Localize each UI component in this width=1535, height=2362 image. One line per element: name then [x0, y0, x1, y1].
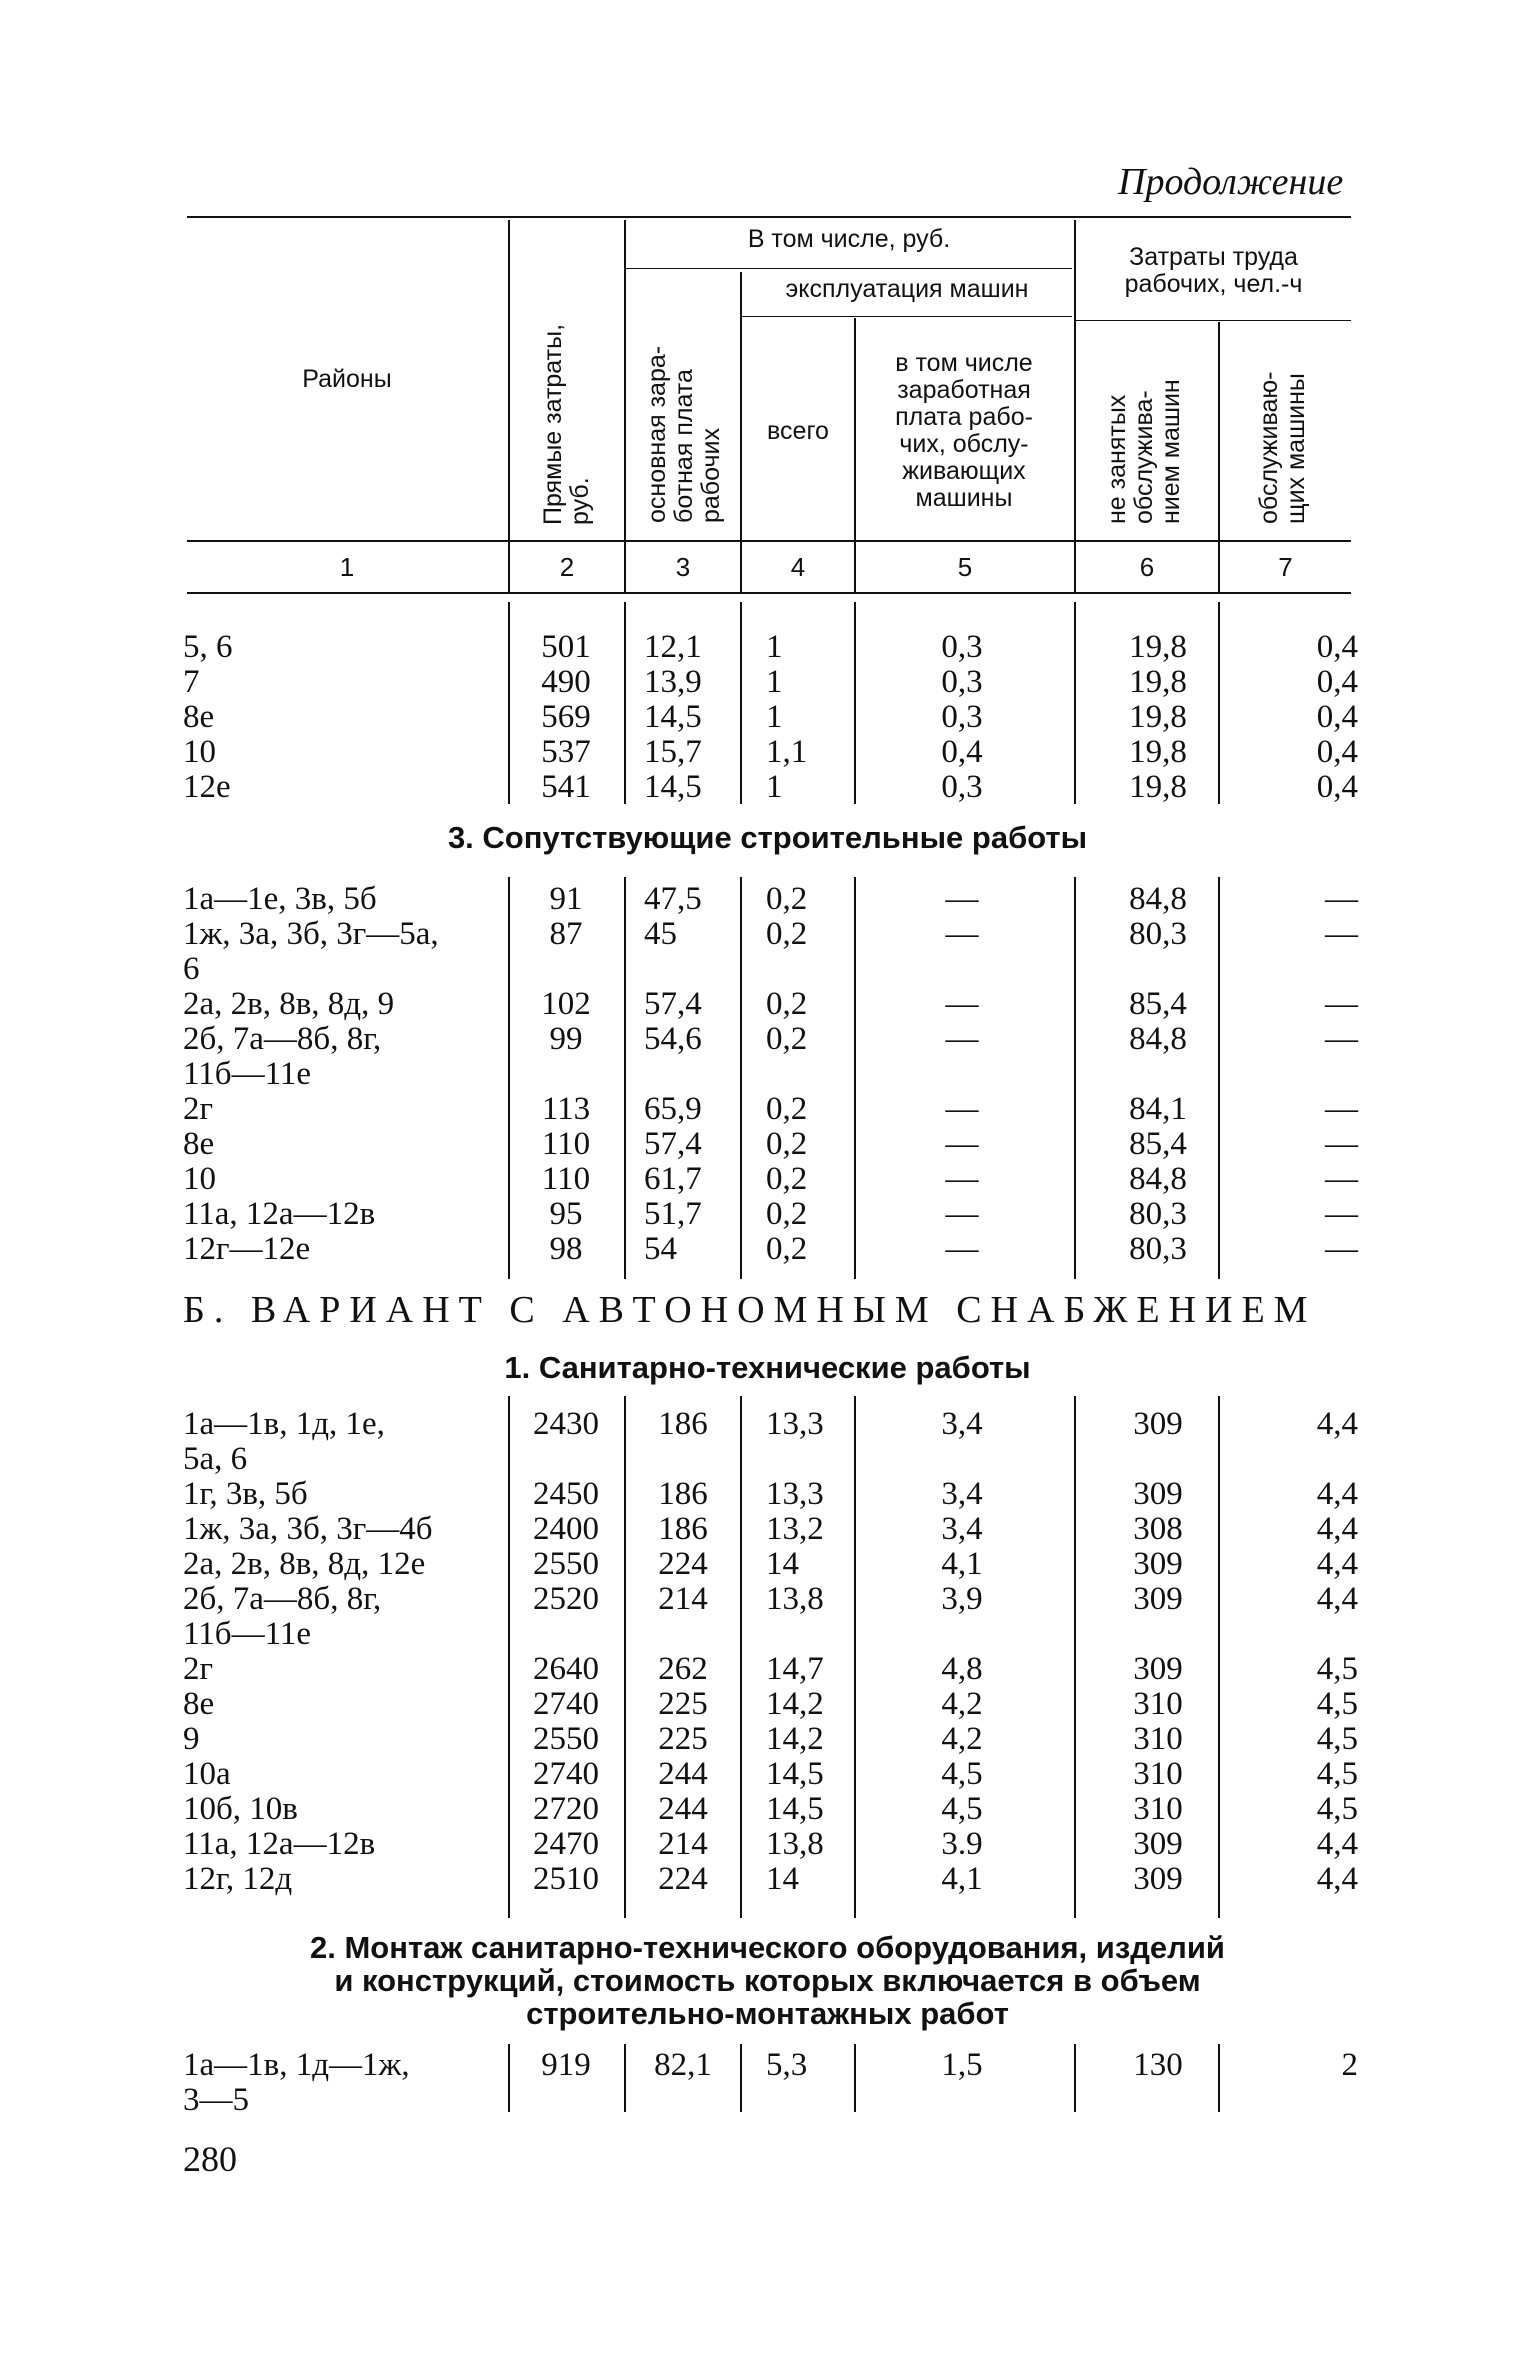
- direct-costs-cell: 110: [541, 1126, 591, 1162]
- machine-wages-cell: 0,3: [941, 769, 983, 805]
- labor-serving-cell: 0,4: [1316, 699, 1358, 735]
- b1-title: 1. Санитарно-технические работы: [504, 1350, 1031, 1385]
- machine-wages-cell: —: [945, 1196, 979, 1232]
- base-wages-cell: 244: [658, 1756, 708, 1792]
- direct-costs-cell: 541: [541, 769, 591, 805]
- machine-total-cell: 0,2: [766, 1126, 808, 1162]
- labor-not-serving-cell: 309: [1133, 1826, 1183, 1862]
- machine-total-cell: 14,2: [766, 1686, 824, 1722]
- district-cell: 10а: [183, 1756, 231, 1792]
- table-row: [0, 1827, 1535, 1862]
- base-wages-cell: 82,1: [654, 2047, 712, 2083]
- table-row: [0, 1582, 1535, 1617]
- continuation-label: Продолжение: [1118, 161, 1344, 203]
- base-wages-cell: 225: [658, 1686, 708, 1722]
- district-cell: 11а, 12а—12в: [183, 1826, 376, 1862]
- base-wages-cell: 47,5: [644, 881, 702, 917]
- labor-serving-cell: —: [1325, 1196, 1358, 1232]
- labor-not-serving-cell: 85,4: [1129, 986, 1187, 1022]
- labor-not-serving-cell: 19,8: [1129, 734, 1187, 770]
- machine-wages-cell: 1,5: [941, 2047, 983, 2083]
- table-row: [0, 917, 1535, 952]
- table-row: [0, 952, 1535, 987]
- header-districts: Районы: [302, 365, 392, 393]
- district-cell: 7: [183, 664, 200, 700]
- machine-total-cell: 14: [766, 1546, 799, 1582]
- table-row: [0, 1057, 1535, 1092]
- direct-costs-cell: 2510: [533, 1861, 599, 1897]
- machine-total-cell: 1: [766, 699, 783, 735]
- machine-total-cell: 0,2: [766, 881, 808, 917]
- direct-costs-cell: 102: [541, 986, 591, 1022]
- machine-rule: [741, 316, 1072, 317]
- labor-not-serving-cell: 310: [1133, 1686, 1183, 1722]
- direct-costs-cell: 2470: [533, 1826, 599, 1862]
- direct-costs-cell: 2640: [533, 1651, 599, 1687]
- base-wages-cell: 51,7: [644, 1196, 702, 1232]
- machine-wages-cell: 4,1: [941, 1546, 983, 1582]
- labor-serving-cell: 0,4: [1316, 734, 1358, 770]
- labor-serving-cell: —: [1325, 1021, 1358, 1057]
- machine-wages-cell: —: [945, 1091, 979, 1127]
- labor-not-serving-cell: 309: [1133, 1476, 1183, 1512]
- table-row: [0, 665, 1535, 700]
- machine-wages-cell: 4,2: [941, 1721, 983, 1757]
- direct-costs-cell: 2740: [533, 1756, 599, 1792]
- b2-title-line-2: и конструкций, стоимость которых включается в объем: [334, 1963, 1201, 1998]
- labor-serving-cell: 0,4: [1316, 769, 1358, 805]
- machine-wages-cell: 3,4: [941, 1511, 983, 1547]
- col-number: 4: [790, 552, 806, 582]
- labor-serving-cell: 4,4: [1316, 1476, 1358, 1512]
- table-row: [0, 1442, 1535, 1477]
- machine-wages-cell: 0,4: [941, 734, 983, 770]
- machine-wages-cell: —: [945, 916, 979, 952]
- table-row: [0, 735, 1535, 770]
- machine-wages-cell: —: [945, 1231, 979, 1267]
- b2-title-line-1: 2. Монтаж санитарно-технического оборудования, изделий: [310, 1930, 1225, 1965]
- direct-costs-cell: 2550: [533, 1721, 599, 1757]
- table-row: [0, 987, 1535, 1022]
- district-cell: 5, 6: [183, 629, 233, 665]
- machine-total-cell: 14,5: [766, 1756, 824, 1792]
- page-number: 280: [183, 2139, 237, 2179]
- table-row: [0, 1232, 1535, 1267]
- header-divider: [624, 220, 626, 594]
- header-direct-costs: Прямые затраты, руб.: [539, 323, 594, 525]
- labor-serving-cell: —: [1325, 986, 1358, 1022]
- table-row: [0, 1477, 1535, 1512]
- machine-total-cell: 0,2: [766, 1231, 808, 1267]
- labor-rule: [1075, 320, 1351, 321]
- labor-not-serving-cell: 84,8: [1129, 881, 1187, 917]
- labor-serving-cell: 4,4: [1316, 1546, 1358, 1582]
- table-row: [0, 1197, 1535, 1232]
- district-cell: 10: [183, 1161, 216, 1197]
- labor-serving-cell: 4,5: [1316, 1686, 1358, 1722]
- col-number: 6: [1139, 552, 1155, 582]
- district-cell: 8е: [183, 1126, 215, 1162]
- direct-costs-cell: 919: [541, 2047, 591, 2083]
- col-number: 7: [1278, 552, 1293, 582]
- labor-not-serving-cell: 309: [1133, 1406, 1183, 1442]
- direct-costs-cell: 98: [549, 1231, 583, 1267]
- labor-not-serving-cell: 84,8: [1129, 1021, 1187, 1057]
- table-row: [0, 1127, 1535, 1162]
- district-cell: 1а—1в, 1д—1ж,: [183, 2047, 410, 2083]
- machine-total-cell: 14,5: [766, 1791, 824, 1827]
- machine-wages-cell: 0,3: [941, 629, 983, 665]
- base-wages-cell: 225: [658, 1721, 708, 1757]
- header-bottom-rule: [187, 540, 1351, 542]
- labor-not-serving-cell: 310: [1133, 1791, 1183, 1827]
- labor-serving-cell: 4,4: [1316, 1406, 1358, 1442]
- header-top-rule: [187, 216, 1351, 218]
- labor-serving-cell: —: [1325, 1231, 1358, 1267]
- machine-wages-cell: —: [945, 1126, 979, 1162]
- district-cell: 1ж, 3а, 3б, 3г—5а,: [183, 916, 439, 952]
- header-serving: обслуживаю- щих машины: [1255, 371, 1310, 524]
- machine-total-cell: 0,2: [766, 986, 808, 1022]
- direct-costs-cell: 99: [549, 1021, 583, 1057]
- table-row: [0, 2048, 1535, 2083]
- base-wages-cell: 214: [658, 1826, 708, 1862]
- direct-costs-cell: 87: [549, 916, 583, 952]
- labor-not-serving-cell: 310: [1133, 1756, 1183, 1792]
- machine-total-cell: 1: [766, 664, 783, 700]
- table-row: [0, 1547, 1535, 1582]
- labor-not-serving-cell: 309: [1133, 1861, 1183, 1897]
- header-not-serving: не занятых обслужива- нием машин: [1103, 379, 1185, 524]
- district-cell: 1а—1е, 3в, 5б: [183, 881, 377, 917]
- labor-serving-cell: 4,5: [1316, 1721, 1358, 1757]
- labor-not-serving-cell: 309: [1133, 1546, 1183, 1582]
- labor-not-serving-cell: 80,3: [1129, 916, 1187, 952]
- district-cell: 12г, 12д: [183, 1861, 293, 1897]
- section-3-title: 3. Сопутствующие строительные работы: [447, 820, 1088, 855]
- header-machine-ops: эксплуатация машин: [785, 275, 1029, 303]
- machine-total-cell: 14,7: [766, 1651, 824, 1687]
- base-wages-cell: 244: [658, 1791, 708, 1827]
- machine-total-cell: 1,1: [766, 734, 808, 770]
- header-incl-wages: в том числе заработная плата рабо- чих, обслу- живающих машины: [895, 349, 1033, 512]
- labor-not-serving-cell: 309: [1133, 1651, 1183, 1687]
- base-wages-cell: 12,1: [644, 629, 702, 665]
- col-number: 2: [559, 552, 575, 582]
- base-wages-cell: 214: [658, 1581, 708, 1617]
- machine-wages-cell: 3,4: [941, 1406, 983, 1442]
- labor-serving-cell: —: [1325, 881, 1358, 917]
- district-cell: 12е: [183, 769, 231, 805]
- base-wages-cell: 186: [658, 1406, 708, 1442]
- direct-costs-cell: 537: [541, 734, 591, 770]
- machine-wages-cell: 4,8: [941, 1651, 983, 1687]
- machine-total-cell: 0,2: [766, 916, 808, 952]
- district-cell: 11б—11е: [183, 1056, 311, 1092]
- direct-costs-cell: 2400: [533, 1511, 599, 1547]
- machine-total-cell: 13,2: [766, 1511, 824, 1547]
- machine-total-cell: 0,2: [766, 1021, 808, 1057]
- table-row: [0, 1617, 1535, 1652]
- table-row: [0, 1862, 1535, 1897]
- table-row: [0, 1792, 1535, 1827]
- table-row: [0, 1162, 1535, 1197]
- base-wages-cell: 14,5: [644, 769, 702, 805]
- machine-wages-cell: 0,3: [941, 699, 983, 735]
- machine-wages-cell: 4,2: [941, 1686, 983, 1722]
- district-cell: 9: [183, 1721, 200, 1757]
- base-wages-cell: 14,5: [644, 699, 702, 735]
- machine-wages-cell: —: [945, 1021, 979, 1057]
- machine-total-cell: 0,2: [766, 1161, 808, 1197]
- labor-not-serving-cell: 19,8: [1129, 699, 1187, 735]
- machine-total-cell: 13,3: [766, 1406, 824, 1442]
- header-divider: [508, 220, 510, 594]
- labor-not-serving-cell: 309: [1133, 1581, 1183, 1617]
- base-wages-cell: 57,4: [644, 986, 702, 1022]
- table-row: [0, 1652, 1535, 1687]
- labor-not-serving-cell: 130: [1133, 2047, 1183, 2083]
- table-row: [0, 630, 1535, 665]
- colnum-rule: [187, 592, 1351, 594]
- base-wages-cell: 224: [658, 1546, 708, 1582]
- labor-serving-cell: —: [1325, 916, 1358, 952]
- labor-serving-cell: 4,4: [1316, 1581, 1358, 1617]
- labor-serving-cell: 2: [1341, 2047, 1358, 2083]
- labor-serving-cell: 4,5: [1316, 1791, 1358, 1827]
- machine-total-cell: 13,8: [766, 1581, 824, 1617]
- district-cell: 5а, 6: [183, 1441, 248, 1477]
- labor-not-serving-cell: 19,8: [1129, 629, 1187, 665]
- base-wages-cell: 54: [644, 1231, 677, 1267]
- district-cell: 12г—12е: [183, 1231, 311, 1267]
- machine-total-cell: 1: [766, 629, 783, 665]
- machine-wages-cell: 3.9: [941, 1826, 983, 1862]
- header-incl-rub: В том числе, руб.: [747, 225, 951, 253]
- machine-total-cell: 1: [766, 769, 783, 805]
- table-row: [0, 1022, 1535, 1057]
- direct-costs-cell: 2740: [533, 1686, 599, 1722]
- labor-serving-cell: 4,4: [1316, 1511, 1358, 1547]
- district-cell: 2а, 2в, 8в, 8д, 9: [183, 986, 395, 1022]
- district-cell: 8е: [183, 699, 215, 735]
- base-wages-cell: 61,7: [644, 1161, 702, 1197]
- district-cell: 2а, 2в, 8в, 8д, 12е: [183, 1546, 426, 1582]
- machine-total-cell: 5,3: [766, 2047, 808, 2083]
- district-cell: 1ж, 3а, 3б, 3г—4б: [183, 1511, 433, 1547]
- machine-wages-cell: —: [945, 1161, 979, 1197]
- base-wages-cell: 15,7: [644, 734, 702, 770]
- table-row: [0, 1757, 1535, 1792]
- table-row: [0, 1687, 1535, 1722]
- base-wages-cell: 262: [658, 1651, 708, 1687]
- machine-total-cell: 14: [766, 1861, 799, 1897]
- labor-serving-cell: 4,5: [1316, 1651, 1358, 1687]
- direct-costs-cell: 2520: [533, 1581, 599, 1617]
- direct-costs-cell: 2430: [533, 1406, 599, 1442]
- direct-costs-cell: 110: [541, 1161, 591, 1197]
- machine-total-cell: 0,2: [766, 1091, 808, 1127]
- direct-costs-cell: 501: [541, 629, 591, 665]
- machine-wages-cell: —: [945, 986, 979, 1022]
- base-wages-cell: 45: [644, 916, 677, 952]
- machine-wages-cell: —: [945, 881, 979, 917]
- district-cell: 6: [183, 951, 200, 987]
- table-row: [0, 1407, 1535, 1442]
- base-wages-cell: 186: [658, 1476, 708, 1512]
- labor-serving-cell: 4,5: [1316, 1756, 1358, 1792]
- table-row: [0, 700, 1535, 735]
- direct-costs-cell: 2550: [533, 1546, 599, 1582]
- col-number: 5: [957, 552, 973, 582]
- district-cell: 2г: [183, 1651, 214, 1687]
- district-cell: 1г, 3в, 5б: [183, 1476, 308, 1512]
- labor-serving-cell: 0,4: [1316, 664, 1358, 700]
- labor-serving-cell: —: [1325, 1161, 1358, 1197]
- labor-serving-cell: —: [1325, 1091, 1358, 1127]
- labor-serving-cell: 0,4: [1316, 629, 1358, 665]
- machine-wages-cell: 0,3: [941, 664, 983, 700]
- labor-serving-cell: 4,4: [1316, 1861, 1358, 1897]
- machine-wages-cell: 3,4: [941, 1476, 983, 1512]
- machine-wages-cell: 4,1: [941, 1861, 983, 1897]
- machine-total-cell: 13,8: [766, 1826, 824, 1862]
- machine-total-cell: 13,3: [766, 1476, 824, 1512]
- b2-title-line-3: строительно-монтажных работ: [526, 1996, 1009, 2031]
- labor-not-serving-cell: 19,8: [1129, 664, 1187, 700]
- header-base-wages: основная зара- ботная плата рабочих: [643, 345, 725, 523]
- base-wages-cell: 224: [658, 1861, 708, 1897]
- labor-not-serving-cell: 80,3: [1129, 1196, 1187, 1232]
- district-cell: 10: [183, 734, 216, 770]
- table-row: [0, 1512, 1535, 1547]
- header-total: всего: [767, 417, 829, 445]
- direct-costs-cell: 95: [549, 1196, 583, 1232]
- labor-not-serving-cell: 84,1: [1129, 1091, 1187, 1127]
- district-cell: 11а, 12а—12в: [183, 1196, 376, 1232]
- base-wages-cell: 54,6: [644, 1021, 702, 1057]
- direct-costs-cell: 113: [541, 1091, 591, 1127]
- col-number: 3: [675, 552, 691, 582]
- district-cell: 1а—1в, 1д, 1е,: [183, 1406, 385, 1442]
- labor-not-serving-cell: 308: [1133, 1511, 1183, 1547]
- machine-wages-cell: 3,9: [941, 1581, 983, 1617]
- base-wages-cell: 57,4: [644, 1126, 702, 1162]
- base-wages-cell: 186: [658, 1511, 708, 1547]
- base-wages-cell: 13,9: [644, 664, 702, 700]
- labor-not-serving-cell: 85,4: [1129, 1126, 1187, 1162]
- table-row: [0, 882, 1535, 917]
- machine-wages-cell: 4,5: [941, 1791, 983, 1827]
- district-cell: 11б—11е: [183, 1616, 311, 1652]
- col-number: 1: [339, 552, 355, 582]
- labor-serving-cell: —: [1325, 1126, 1358, 1162]
- machine-total-cell: 14,2: [766, 1721, 824, 1757]
- table-row: [0, 770, 1535, 805]
- direct-costs-cell: 91: [549, 881, 583, 917]
- direct-costs-cell: 490: [541, 664, 591, 700]
- direct-costs-cell: 569: [541, 699, 591, 735]
- machine-total-cell: 0,2: [766, 1196, 808, 1232]
- header-labor-costs: Затраты труда рабочих, чел.-ч: [1124, 243, 1303, 298]
- labor-not-serving-cell: 19,8: [1129, 769, 1187, 805]
- district-cell: 2б, 7а—8б, 8г,: [183, 1021, 382, 1057]
- incl-rule: [625, 268, 1072, 269]
- district-cell: 2г: [183, 1091, 214, 1127]
- district-cell: 2б, 7а—8б, 8г,: [183, 1581, 382, 1617]
- table-row: [0, 2083, 1535, 2118]
- table-row: [0, 1092, 1535, 1127]
- labor-not-serving-cell: 310: [1133, 1721, 1183, 1757]
- machine-wages-cell: 4,5: [941, 1756, 983, 1792]
- district-cell: 3—5: [183, 2082, 249, 2118]
- district-cell: 10б, 10в: [183, 1791, 298, 1827]
- direct-costs-cell: 2720: [533, 1791, 599, 1827]
- district-cell: 8е: [183, 1686, 215, 1722]
- base-wages-cell: 65,9: [644, 1091, 702, 1127]
- labor-not-serving-cell: 84,8: [1129, 1161, 1187, 1197]
- labor-not-serving-cell: 80,3: [1129, 1231, 1187, 1267]
- labor-serving-cell: 4,4: [1316, 1826, 1358, 1862]
- table-row: [0, 1722, 1535, 1757]
- direct-costs-cell: 2450: [533, 1476, 599, 1512]
- variant-b-title: Б. ВАРИАНТ С АВТОНОМНЫМ СНАБЖЕНИЕМ: [183, 1289, 1317, 1331]
